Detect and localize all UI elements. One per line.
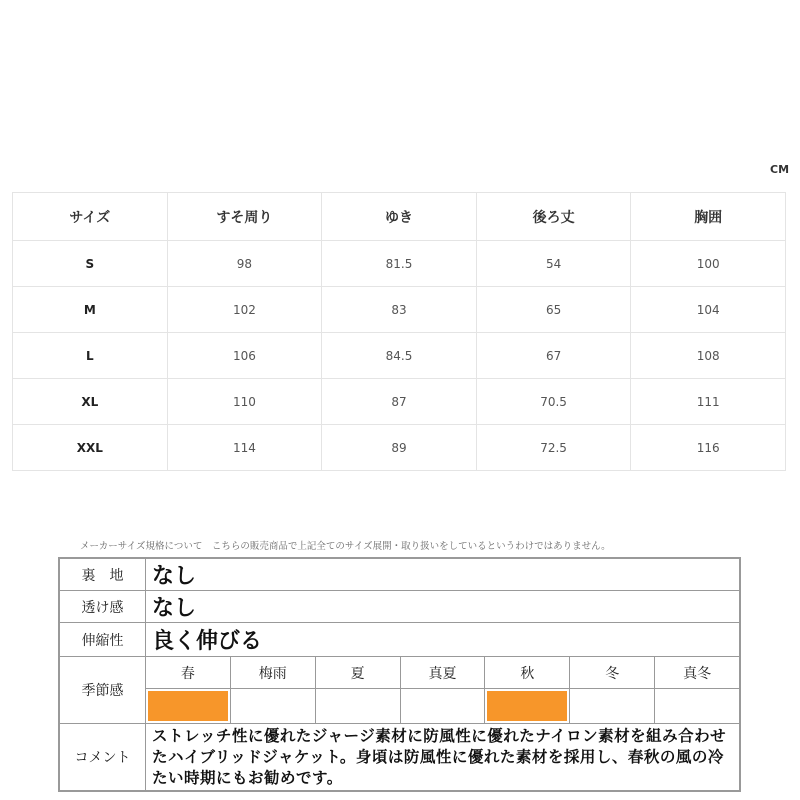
- season-autumn: [485, 657, 570, 723]
- sleeve-cell: 83: [322, 287, 477, 333]
- season-rainy: [231, 657, 316, 723]
- table-row: [13, 287, 786, 333]
- size-cell: XXL: [13, 425, 168, 471]
- chest-cell: 111: [631, 379, 786, 425]
- size-cell: S: [13, 241, 168, 287]
- season-name: 梅雨: [231, 657, 315, 689]
- stretch-row: [60, 623, 739, 657]
- season-name: 夏: [316, 657, 400, 689]
- back-length-cell: 72.5: [476, 425, 631, 471]
- season-indicator: [655, 689, 739, 723]
- season-midwinter: [655, 657, 739, 723]
- hem-cell: 114: [167, 425, 322, 471]
- table-row: [13, 333, 786, 379]
- lining-value: なし: [152, 564, 197, 589]
- hem-cell: 106: [167, 333, 322, 379]
- size-cell: L: [13, 333, 168, 379]
- season-name: 冬: [570, 657, 654, 689]
- lining-row: [60, 559, 739, 591]
- chest-cell: 104: [631, 287, 786, 333]
- season-midsummer: [401, 657, 486, 723]
- stretch-label: 伸縮性: [60, 623, 146, 656]
- sleeve-cell: 89: [322, 425, 477, 471]
- chest-cell: 100: [631, 241, 786, 287]
- hem-cell: 102: [167, 287, 322, 333]
- season-indicator: [148, 691, 228, 721]
- back-length-cell: 54: [476, 241, 631, 287]
- size-table-header-row: [13, 193, 786, 241]
- season-indicator: [231, 689, 315, 723]
- season-name: 真冬: [655, 657, 739, 689]
- table-row: [13, 379, 786, 425]
- season-summer: [316, 657, 401, 723]
- back-length-cell: 65: [476, 287, 631, 333]
- chest-cell: 116: [631, 425, 786, 471]
- comment-row: [60, 724, 739, 790]
- season-spring: [146, 657, 231, 723]
- season-name: 真夏: [401, 657, 485, 689]
- sleeve-cell: 84.5: [322, 333, 477, 379]
- table-row: [13, 425, 786, 471]
- size-table: [12, 192, 786, 471]
- back-length-cell: 70.5: [476, 379, 631, 425]
- hem-cell: 98: [167, 241, 322, 287]
- sheer-label: 透け感: [60, 591, 146, 622]
- lining-label: 裏 地: [60, 559, 146, 590]
- season-indicator: [570, 689, 654, 723]
- season-label: 季節感: [60, 657, 146, 723]
- season-indicator: [316, 689, 400, 723]
- sheer-value: なし: [152, 596, 197, 621]
- season-name: 春: [146, 657, 230, 689]
- hem-cell: 110: [167, 379, 322, 425]
- season-row: [60, 657, 739, 724]
- size-cell: XL: [13, 379, 168, 425]
- season-grid: [146, 657, 739, 723]
- back-length-cell: 67: [476, 333, 631, 379]
- comment-label: コメント: [60, 724, 146, 790]
- header-back-length: 後ろ丈: [476, 193, 631, 241]
- header-sleeve: ゆき: [322, 193, 477, 241]
- header-chest: 胸囲: [631, 193, 786, 241]
- season-indicator: [487, 691, 567, 721]
- sleeve-cell: 87: [322, 379, 477, 425]
- chest-cell: 108: [631, 333, 786, 379]
- stretch-value: 良く伸びる: [152, 629, 263, 654]
- comment-text: ストレッチ性に優れたジャージ素材に防風性に優れたナイロン素材を組み合わせたハイブリッドジャケット。身頃は防風性に優れた素材を採用し、春秋の風の冷たい時期にもお勧めです。: [152, 727, 727, 787]
- season-name: 秋: [485, 657, 569, 689]
- season-winter: [570, 657, 655, 723]
- header-size: サイズ: [13, 193, 168, 241]
- season-indicator: [401, 689, 485, 723]
- unit-label: CM: [770, 163, 790, 176]
- sleeve-cell: 81.5: [322, 241, 477, 287]
- size-cell: M: [13, 287, 168, 333]
- attributes-table: [58, 557, 741, 792]
- sheer-row: [60, 591, 739, 623]
- table-row: [13, 241, 786, 287]
- header-hem: すそ周り: [167, 193, 322, 241]
- size-note: メーカーサイズ規格について こちらの販売商品で上記全てのサイズ展開・取り扱いをしているというわけではありません。: [80, 541, 611, 552]
